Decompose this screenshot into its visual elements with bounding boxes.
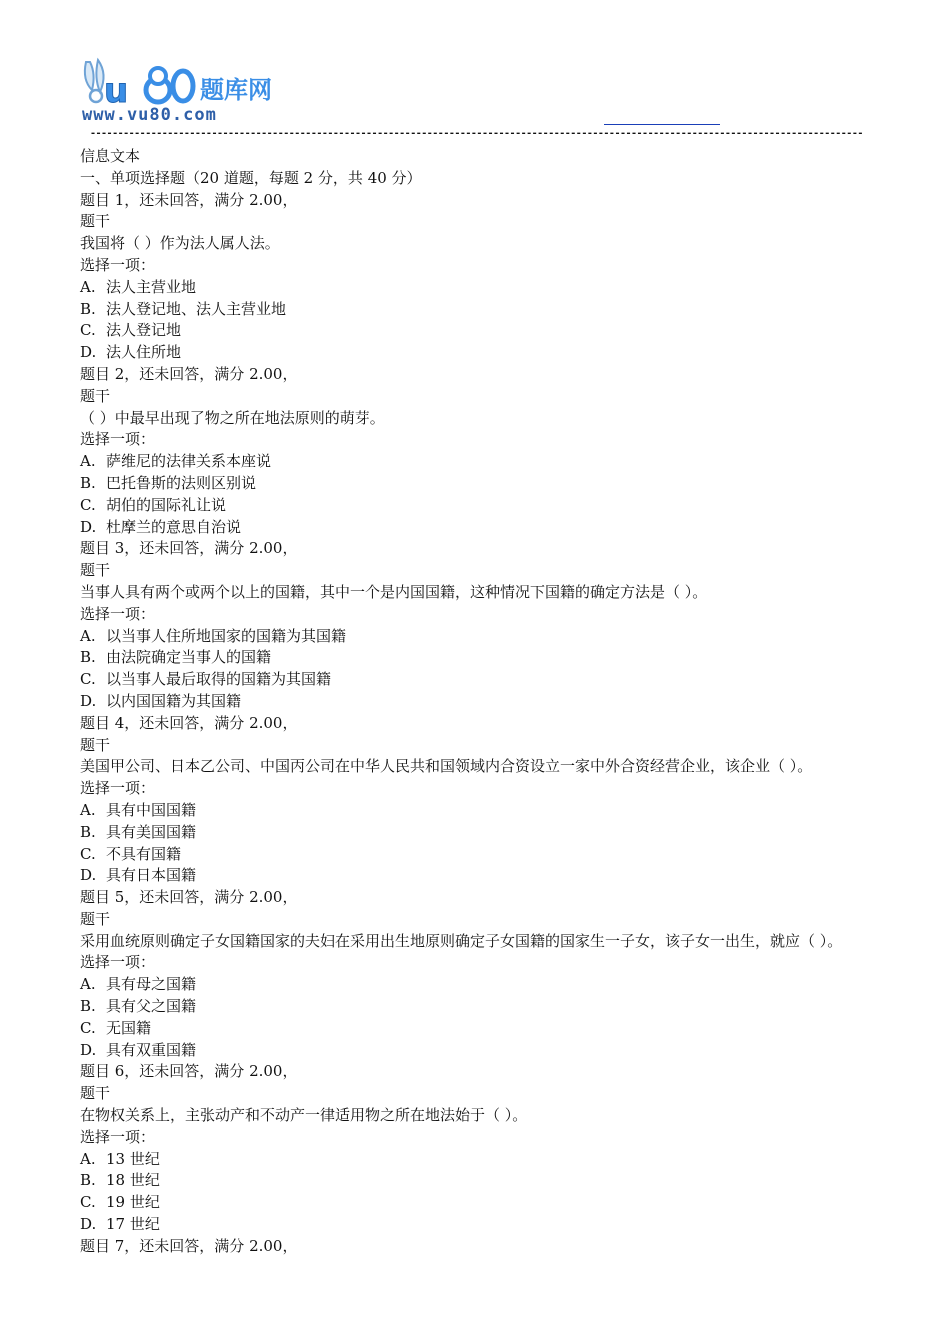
option-letter: C. [80, 321, 96, 340]
choose-label: 选择一项： [80, 1127, 156, 1146]
option-text: 法人登记地、法人主营业地 [106, 299, 287, 318]
choose-label: 选择一项： [80, 779, 156, 798]
doc-label: 信息文本 [80, 147, 141, 165]
option-text: 由法院确定当事人的国籍 [106, 648, 272, 667]
svg-text:www.vu80.com: www.vu80.com [82, 105, 217, 125]
option-c[interactable] [80, 1192, 880, 1214]
option-text: 法人登记地 [106, 321, 182, 340]
option-text: 具有母之国籍 [106, 975, 197, 994]
option-a[interactable] [80, 800, 880, 822]
stem-label: 题干 [80, 386, 111, 405]
option-letter: A. [80, 1149, 96, 1168]
option-a[interactable] [80, 277, 880, 299]
option-text: 具有双重国籍 [106, 1040, 197, 1059]
option-letter: D. [80, 1040, 97, 1059]
option-letter: B. [80, 473, 96, 492]
stem-label: 题干 [80, 212, 111, 231]
option-letter: A. [80, 626, 96, 645]
choose-label: 选择一项： [80, 430, 156, 449]
option-text: 杜摩兰的意思自治说 [106, 517, 242, 536]
svg-text:题库网: 题库网 [200, 76, 272, 104]
option-letter: C. [80, 1018, 96, 1037]
question-stem: 采用血统原则确定子女国籍国家的夫妇在采用出生地原则确定子女国籍的国家生一子女，该子女一出生，就应（ ）。 [80, 931, 843, 950]
option-letter: C. [80, 844, 96, 863]
option-text: 具有中国国籍 [106, 800, 197, 819]
option-letter: B. [80, 822, 96, 841]
option-text: 萨维尼的法律关系本座说 [106, 452, 272, 471]
option-text: 17 世纪 [106, 1215, 160, 1234]
header-link-underline[interactable] [604, 124, 720, 126]
option-letter: D. [80, 517, 97, 536]
option-letter: D. [80, 691, 97, 710]
option-d[interactable] [80, 1214, 880, 1236]
option-d[interactable] [80, 517, 880, 539]
option-text: 具有日本国籍 [106, 866, 197, 885]
option-b[interactable] [80, 647, 880, 669]
section-title: 一、单项选择题（20 道题，每题 2 分，共 40 分） [80, 168, 422, 187]
option-text: 不具有国籍 [106, 844, 182, 863]
question-header: 题目 1，还未回答，满分 2.00， [80, 190, 298, 209]
option-b[interactable] [80, 473, 880, 495]
option-c[interactable] [80, 1018, 880, 1040]
question-header: 题目 6，还未回答，满分 2.00， [80, 1062, 298, 1081]
option-c[interactable] [80, 844, 880, 866]
stem-label: 题干 [80, 909, 111, 928]
question-stem: 在物权关系上，主张动产和不动产一律适用物之所在地法始于（ ）。 [80, 1106, 528, 1125]
option-a[interactable] [80, 1149, 880, 1171]
option-d[interactable] [80, 691, 880, 713]
option-text: 以内国国籍为其国籍 [106, 691, 242, 710]
separator-rule: -------------------------------------------------------------------------------------------------------------------------------------------- [90, 128, 863, 139]
option-b[interactable] [80, 822, 880, 844]
question-block [80, 190, 880, 364]
question-header: 题目 3，还未回答，满分 2.00， [80, 539, 298, 558]
stem-label: 题干 [80, 561, 111, 580]
question-stem: 美国甲公司、日本乙公司、中国丙公司在中华人民共和国领域内合资设立一家中外合资经营企业，该企业（ ）。 [80, 757, 813, 776]
option-c[interactable] [80, 320, 880, 342]
option-text: 以当事人最后取得的国籍为其国籍 [106, 670, 332, 689]
option-letter: A. [80, 277, 96, 296]
question-block [80, 1061, 880, 1235]
option-letter: B. [80, 997, 96, 1016]
question-block [80, 364, 880, 538]
document-body [80, 146, 880, 1258]
option-text: 无国籍 [106, 1018, 152, 1037]
option-letter: C. [80, 1193, 96, 1212]
option-b[interactable] [80, 299, 880, 321]
option-letter: B. [80, 299, 96, 318]
option-text: 13 世纪 [106, 1149, 160, 1168]
option-d[interactable] [80, 1040, 880, 1062]
option-text: 法人住所地 [106, 343, 182, 362]
option-text: 以当事人住所地国家的国籍为其国籍 [106, 626, 347, 645]
question-block [80, 538, 880, 712]
question-header: 题目 7，还未回答，满分 2.00， [80, 1236, 298, 1255]
option-text: 法人主营业地 [106, 277, 197, 296]
option-a[interactable] [80, 451, 880, 473]
stem-label: 题干 [80, 735, 111, 754]
option-text: 胡伯的国际礼让说 [106, 495, 227, 514]
vu80-logo-icon [78, 56, 298, 126]
option-letter: D. [80, 866, 97, 885]
option-text: 巴托鲁斯的法则区别说 [106, 473, 257, 492]
option-a[interactable] [80, 974, 880, 996]
option-letter: A. [80, 800, 96, 819]
stem-label: 题干 [80, 1084, 111, 1103]
option-letter: C. [80, 670, 96, 689]
option-c[interactable] [80, 495, 880, 517]
option-b[interactable] [80, 996, 880, 1018]
question-stem: 我国将（ ）作为法人属人法。 [80, 234, 280, 253]
option-letter: C. [80, 495, 96, 514]
svg-text:u: u [104, 71, 129, 111]
question-stem: （ ）中最早出现了物之所在地法原则的萌芽。 [80, 408, 385, 427]
choose-label: 选择一项： [80, 604, 156, 623]
option-text: 18 世纪 [106, 1171, 160, 1190]
option-letter: A. [80, 452, 96, 471]
question-header: 题目 5，还未回答，满分 2.00， [80, 888, 298, 907]
option-letter: B. [80, 648, 96, 667]
choose-label: 选择一项： [80, 953, 156, 972]
option-d[interactable] [80, 342, 880, 364]
question-header: 题目 4，还未回答，满分 2.00， [80, 713, 298, 732]
option-letter: A. [80, 975, 96, 994]
option-letter: D. [80, 343, 97, 362]
option-letter: B. [80, 1171, 96, 1190]
option-text: 具有父之国籍 [106, 997, 197, 1016]
option-b[interactable] [80, 1170, 880, 1192]
option-a[interactable] [80, 626, 880, 648]
question-block [80, 887, 880, 1061]
option-text: 19 世纪 [106, 1193, 160, 1212]
question-header: 题目 2，还未回答，满分 2.00， [80, 364, 298, 383]
choose-label: 选择一项： [80, 255, 156, 274]
option-text: 具有美国国籍 [106, 822, 197, 841]
question-stem: 当事人具有两个或两个以上的国籍，其中一个是内国国籍，这种情况下国籍的确定方法是（ ）。 [80, 582, 708, 601]
site-logo [78, 56, 298, 126]
option-c[interactable] [80, 669, 880, 691]
option-d[interactable] [80, 865, 880, 887]
question-block [80, 713, 880, 887]
option-letter: D. [80, 1215, 97, 1234]
